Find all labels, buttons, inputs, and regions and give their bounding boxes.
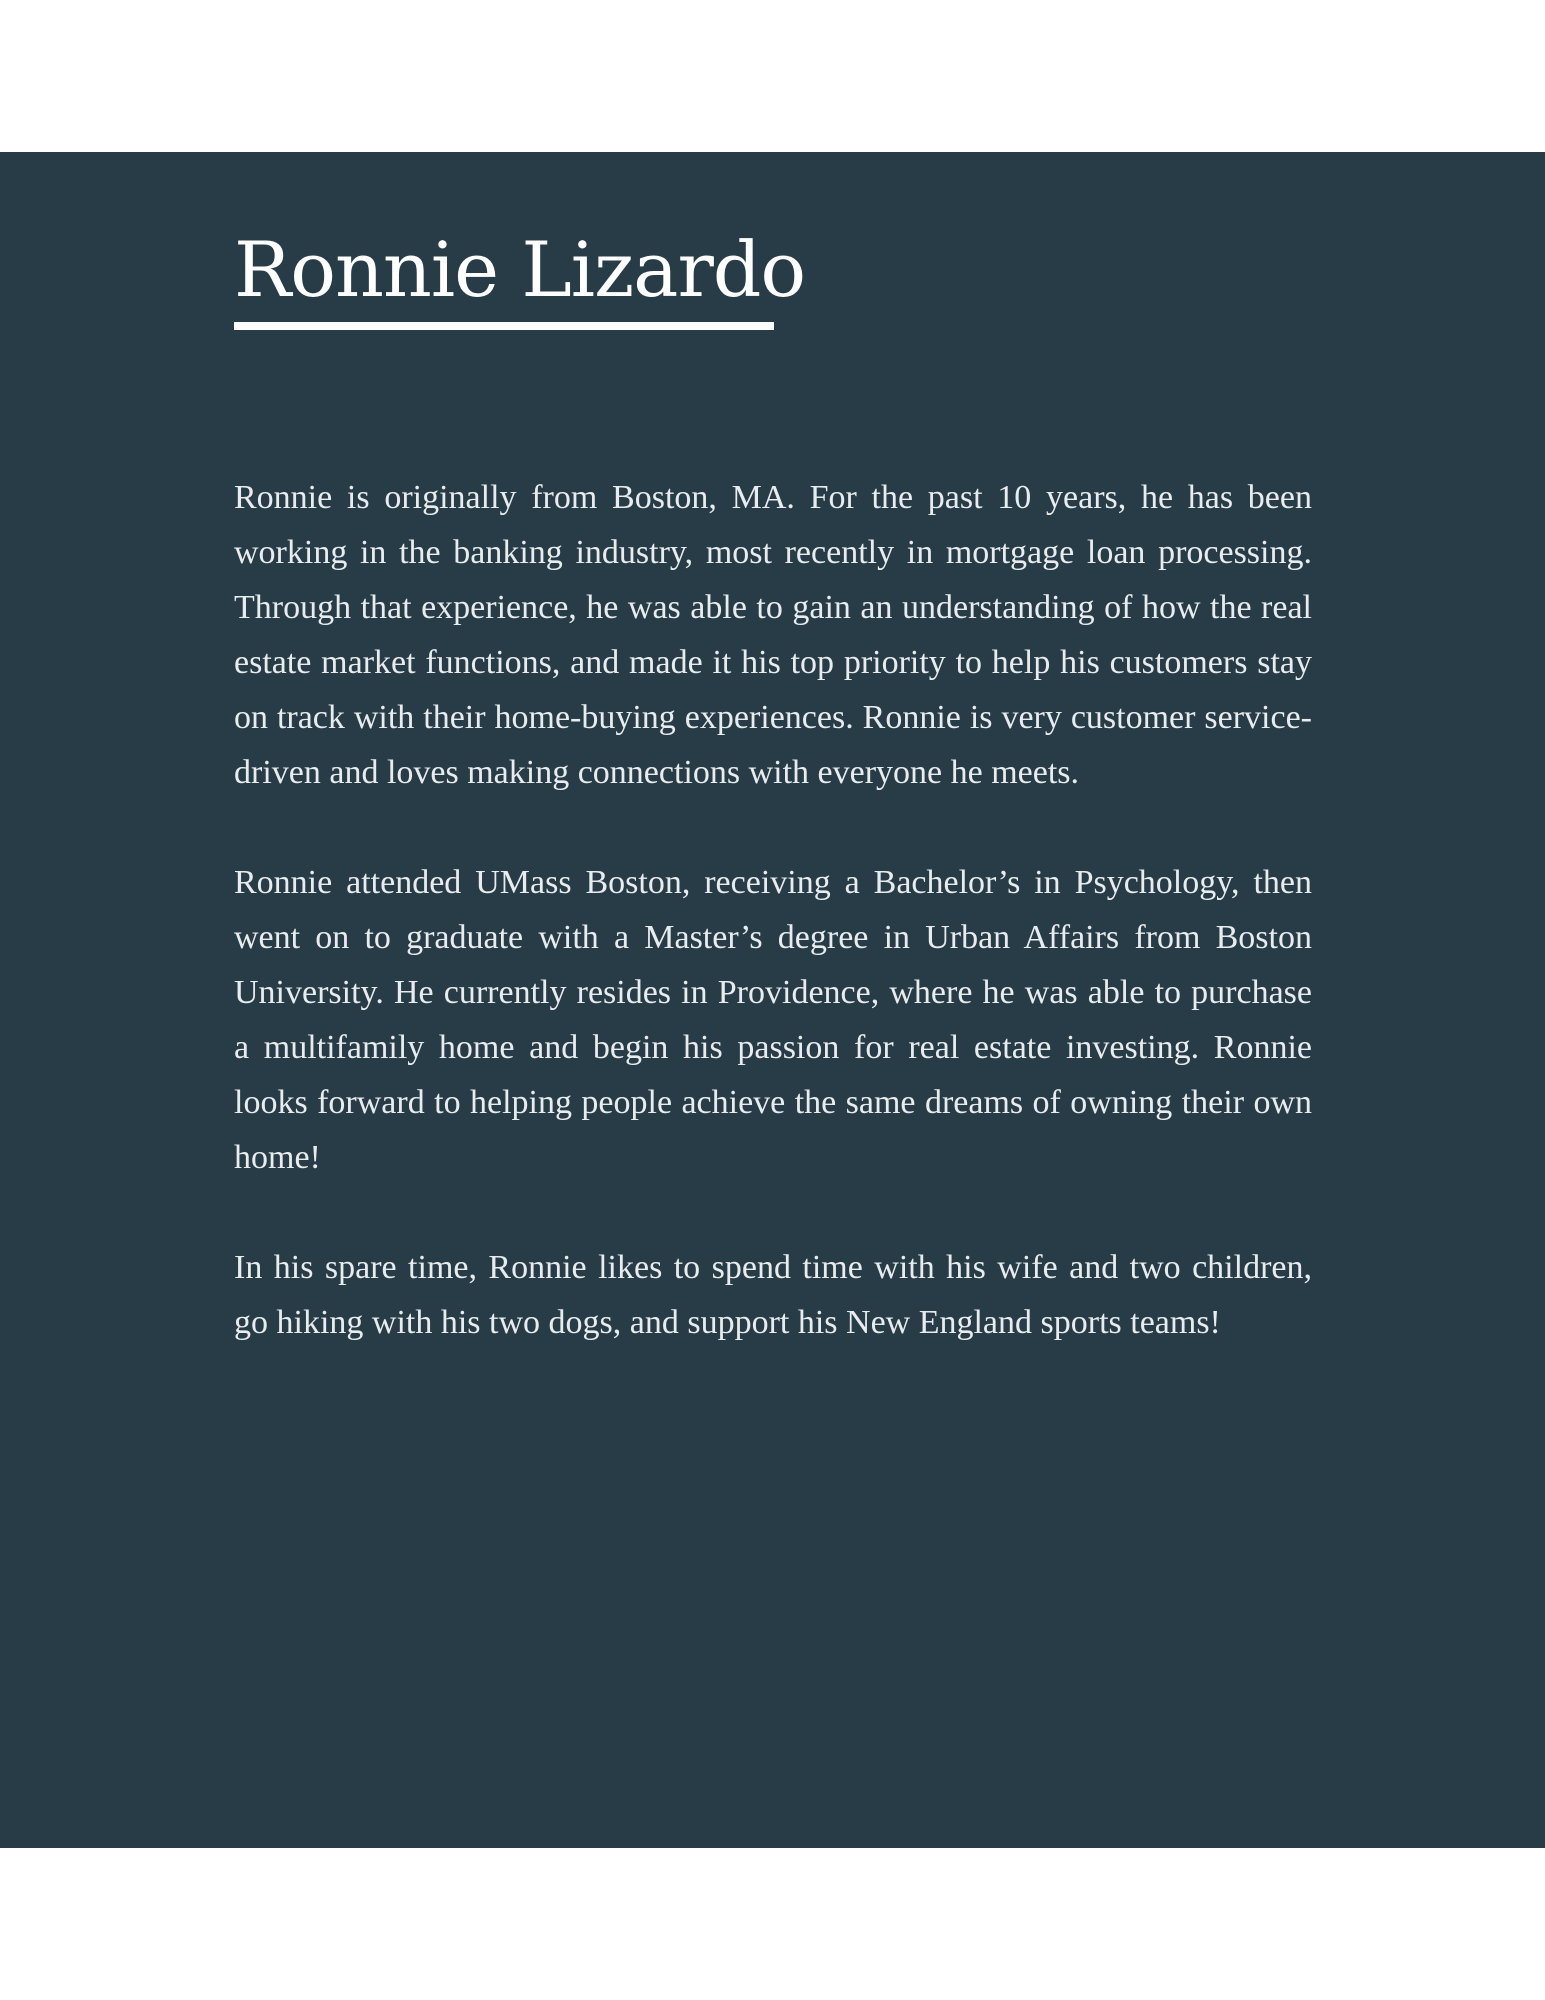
bio-paragraphs <box>234 470 1312 1405</box>
page-title: Ronnie Lizardo <box>234 225 806 314</box>
title-underline <box>234 322 774 330</box>
bio-paragraph-education: Ronnie attended UMass Boston, receiving a Bachelor’s in Psychology, then went on to graduate with a Master’s degree in Urban Affairs from Boston University. He currently resides in Providence, where he was able to purchase a multifamily home and begin his passion for real estate investing. Ronnie looks forward to helping people achieve the same dreams of owning their own home! <box>234 864 1312 1176</box>
bio-panel <box>0 152 1545 1848</box>
bio-paragraph-hobbies: In his spare time, Ronnie likes to spend time with his wife and two children, go hiking with his two dogs, and support his New England sports teams! <box>234 1249 1312 1341</box>
bio-paragraph-background: Ronnie is originally from Boston, MA. For the past 10 years, he has been working in the banking industry, most recently in mortgage loan processing. Through that experience, he was able to gain an understanding of how the real estate market functions, and made it his top priority to help his customers stay on track with their home-buying experiences. Ronnie is very customer service-driven and loves making connections with everyone he meets. <box>234 479 1312 791</box>
